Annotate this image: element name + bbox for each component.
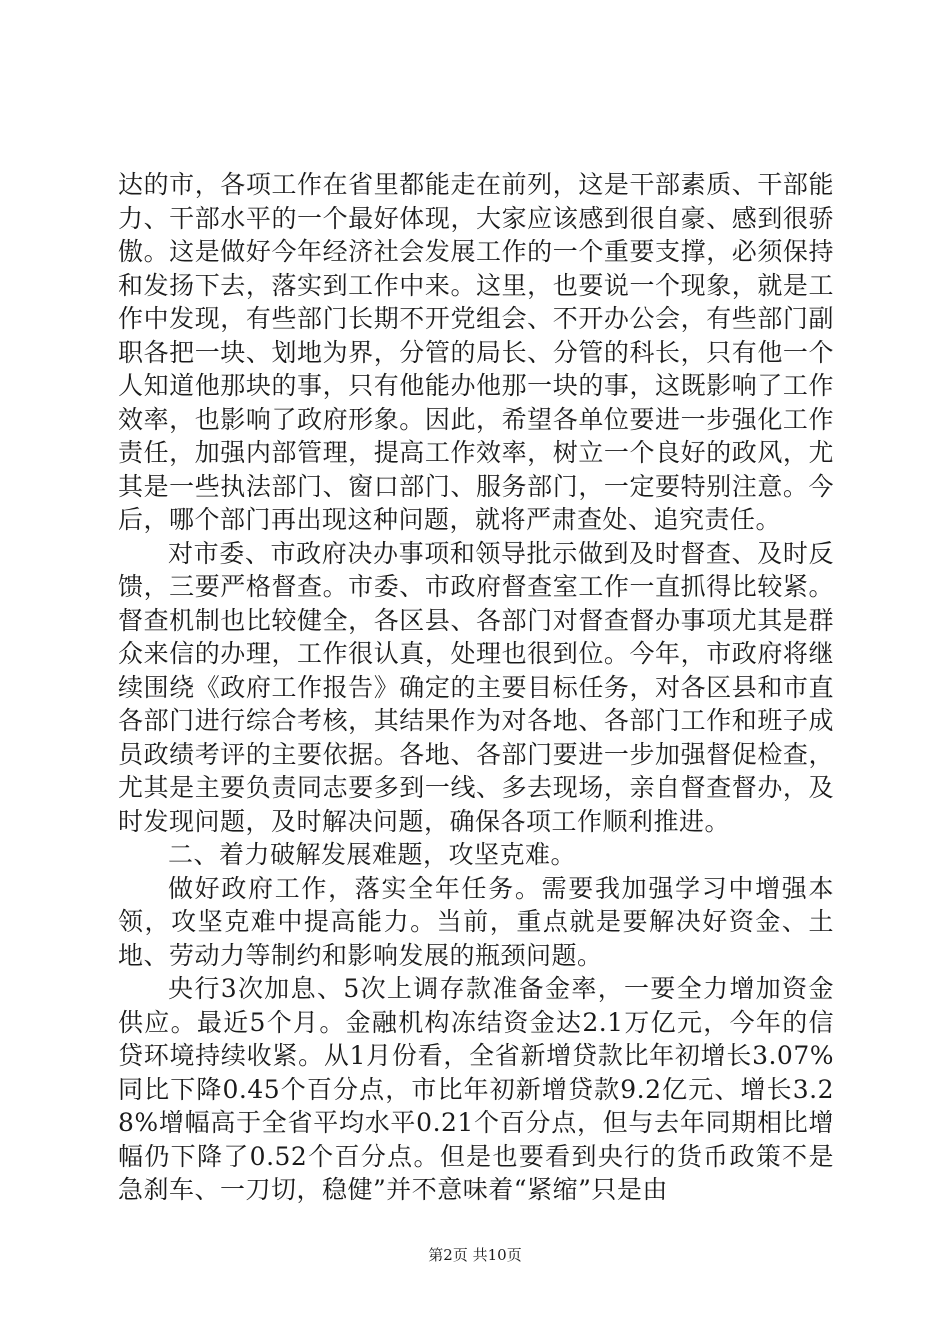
- paragraph-3: 做好政府工作，落实全年任务。需要我加强学习中增强本领，攻坚克难中提高能力。当前，重点就是要解决好资金、土地、劳动力等制约和影响发展的瓶颈问题。: [118, 873, 834, 970]
- paragraph-1: 达的市，各项工作在省里都能走在前列，这是干部素质、干部能力、干部水平的一个最好体现，大家应该感到很自豪、感到很骄傲。这是做好今年经济社会发展工作的一个重要支撑，必须保持和发扬下去，落实到工作中来。这里，也要说一个现象，就是工作中发现，有些部门长期不开党组会、不开办公会，有些部门副职各把一块、划地为界，分管的局长、分管的科长，只有他一个人知道他那块的事，只有他能办他那一块的事，这既影响了工作效率，也影响了政府形象。因此，希望各单位要进一步强化工作责任，加强内部管理，提高工作效率，树立一个良好的政风，尤其是一些执法部门、窗口部门、服务部门，一定要特别注意。今后，哪个部门再出现这种问题，就将严肃查处、追究责任。: [118, 170, 834, 534]
- section-heading: 二、着力破解发展难题，攻坚克难。: [168, 840, 577, 869]
- document-body: [118, 168, 834, 1207]
- page-number-footer: 第2页 共10页: [428, 1246, 522, 1264]
- paragraph-4: 央行3次加息、5次上调存款准备金率，一要全力增加资金供应。最近5个月。金融机构冻结资金达2.1万亿元，今年的信贷环境持续收紧。从1月份看，全省新增贷款比年初增长3.07%同比下降0.45个百分点，市比年初新增贷款9.2亿元、增长3.28%增幅高于全省平均水平0.21个百分点，但与去年同期相比增幅仍下降了0.52个百分点。但是也要看到央行的货币政策不是急刹车、一刀切，稳健”并不意味着“紧缩”只是由: [118, 974, 834, 1204]
- paragraph-2: 对市委、市政府决办事项和领导批示做到及时督查、及时反馈，三要严格督查。市委、市政府督查室工作一直抓得比较紧。督查机制也比较健全，各区县、各部门对督查督办事项尤其是群众来信的办理，工作很认真，处理也很到位。今年，市政府将继续围绕《政府工作报告》确定的主要目标任务，对各区县和市直各部门进行综合考核，其结果作为对各地、各部门工作和班子成员政绩考评的主要依据。各地、各部门要进一步加强督促检查，尤其是主要负责同志要多到一线、多去现场，亲自督查督办，及时发现问题，及时解决问题，确保各项工作顺利推进。: [118, 538, 834, 836]
